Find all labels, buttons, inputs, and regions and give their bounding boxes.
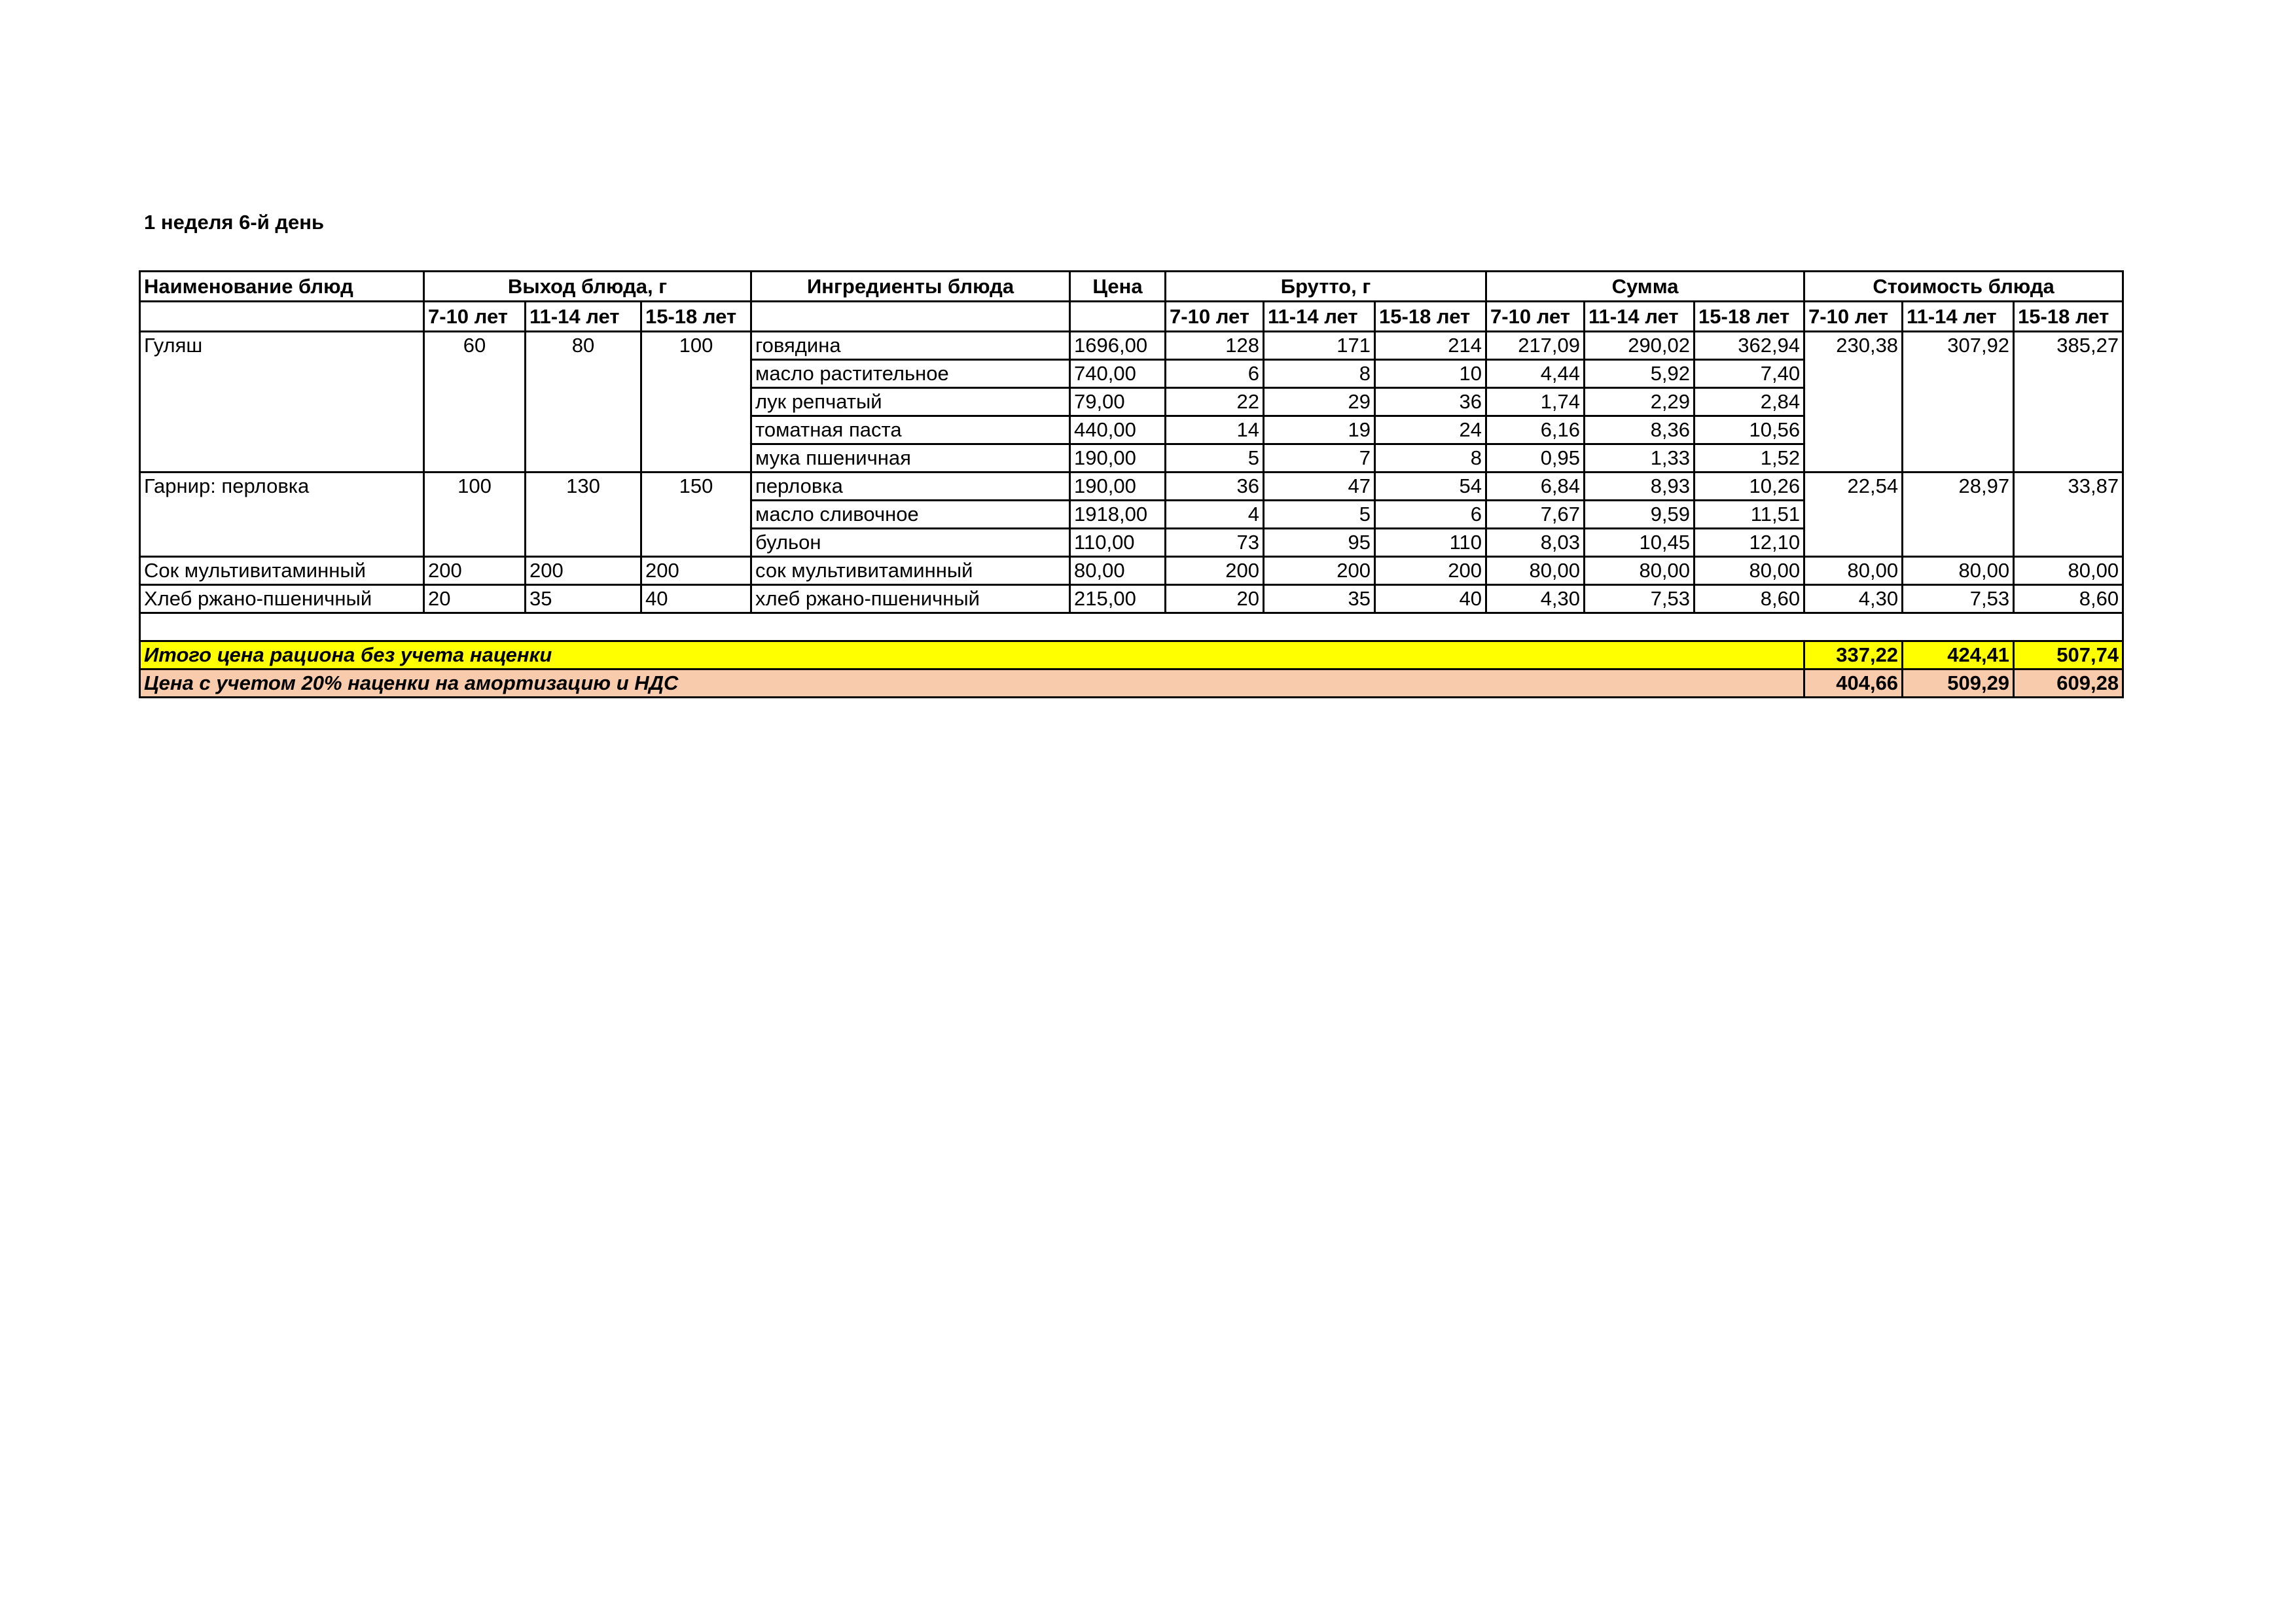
ingredient-sum-cell: 10,56 (1695, 416, 1804, 444)
header-price: Цена (1070, 272, 1166, 302)
ingredient-sum-cell: 80,00 (1695, 557, 1804, 585)
header-ingredients: Ингредиенты блюда (751, 272, 1070, 302)
ingredient-price-cell: 740,00 (1070, 360, 1166, 388)
dish-cost-cell: 22,54 (1804, 473, 1903, 557)
header-gross-age: 11-14 лет (1264, 302, 1375, 332)
ingredient-gross-cell: 6 (1375, 501, 1486, 529)
header-row-1 (140, 272, 2123, 302)
ingredient-gross-cell: 29 (1264, 388, 1375, 416)
ingredient-sum-cell: 2,84 (1695, 388, 1804, 416)
header-sum-age: 11-14 лет (1585, 302, 1695, 332)
dish-yield-cell: 20 (424, 585, 526, 613)
blank-row (140, 613, 2123, 641)
header-sum-age: 15-18 лет (1695, 302, 1804, 332)
ingredient-sum-cell: 80,00 (1585, 557, 1695, 585)
header-yield-age: 7-10 лет (424, 302, 526, 332)
ingredient-sum-cell: 8,93 (1585, 473, 1695, 501)
ingredient-gross-cell: 35 (1264, 585, 1375, 613)
menu-cost-table (139, 270, 2124, 698)
ingredient-gross-cell: 110 (1375, 529, 1486, 557)
ingredient-sum-cell: 1,52 (1695, 444, 1804, 473)
header-row-2 (140, 302, 2123, 332)
ingredient-gross-cell: 4 (1166, 501, 1264, 529)
header-cost: Стоимость блюда (1804, 272, 2123, 302)
dish-cost-cell: 4,30 (1804, 585, 1903, 613)
ingredient-sum-cell: 7,67 (1486, 501, 1585, 529)
ingredient-gross-cell: 36 (1166, 473, 1264, 501)
total-with-markup-value: 404,66 (1804, 669, 1903, 698)
ingredient-gross-cell: 5 (1166, 444, 1264, 473)
dish-yield-cell: 40 (641, 585, 751, 613)
ingredient-gross-cell: 200 (1166, 557, 1264, 585)
ingredient-sum-cell: 7,53 (1585, 585, 1695, 613)
header-empty-cell (751, 302, 1070, 332)
dish-cost-cell: 33,87 (2014, 473, 2123, 557)
table-row (140, 473, 2123, 501)
ingredient-gross-cell: 36 (1375, 388, 1486, 416)
header-cost-age: 7-10 лет (1804, 302, 1903, 332)
total-without-markup-value: 507,74 (2014, 641, 2123, 669)
ingredient-sum-cell: 10,45 (1585, 529, 1695, 557)
header-cost-age: 15-18 лет (2014, 302, 2123, 332)
ingredient-sum-cell: 11,51 (1695, 501, 1804, 529)
dish-yield-cell: 60 (424, 332, 526, 473)
ingredient-name-cell: сок мультивитаминный (751, 557, 1070, 585)
header-empty-cell (1070, 302, 1166, 332)
dish-cost-cell: 80,00 (1903, 557, 2014, 585)
ingredient-name-cell: масло растительное (751, 360, 1070, 388)
table-row (140, 585, 2123, 613)
total-without-markup-row (140, 641, 2123, 669)
ingredient-sum-cell: 217,09 (1486, 332, 1585, 360)
dish-name-cell: Хлеб ржано-пшеничный (140, 585, 424, 613)
ingredient-sum-cell: 0,95 (1486, 444, 1585, 473)
header-yield: Выход блюда, г (424, 272, 751, 302)
ingredient-sum-cell: 7,40 (1695, 360, 1804, 388)
ingredient-sum-cell: 9,59 (1585, 501, 1695, 529)
dish-yield-cell: 150 (641, 473, 751, 557)
ingredient-name-cell: перловка (751, 473, 1070, 501)
ingredient-gross-cell: 54 (1375, 473, 1486, 501)
dish-yield-cell: 200 (641, 557, 751, 585)
ingredient-name-cell: томатная паста (751, 416, 1070, 444)
ingredient-sum-cell: 6,16 (1486, 416, 1585, 444)
dish-cost-cell: 80,00 (1804, 557, 1903, 585)
ingredient-gross-cell: 8 (1264, 360, 1375, 388)
total-with-markup-label: Цена с учетом 20% наценки на амортизацию и НДС (140, 669, 1804, 698)
ingredient-sum-cell: 4,30 (1486, 585, 1585, 613)
dish-yield-cell: 80 (526, 332, 641, 473)
ingredient-gross-cell: 22 (1166, 388, 1264, 416)
ingredient-sum-cell: 1,33 (1585, 444, 1695, 473)
ingredient-gross-cell: 7 (1264, 444, 1375, 473)
dish-yield-cell: 100 (641, 332, 751, 473)
total-with-markup-value: 609,28 (2014, 669, 2123, 698)
ingredient-name-cell: хлеб ржано-пшеничный (751, 585, 1070, 613)
ingredient-name-cell: мука пшеничная (751, 444, 1070, 473)
ingredient-price-cell: 1918,00 (1070, 501, 1166, 529)
ingredient-gross-cell: 200 (1264, 557, 1375, 585)
dish-yield-cell: 100 (424, 473, 526, 557)
ingredient-gross-cell: 40 (1375, 585, 1486, 613)
ingredient-price-cell: 80,00 (1070, 557, 1166, 585)
ingredient-sum-cell: 8,03 (1486, 529, 1585, 557)
ingredient-gross-cell: 128 (1166, 332, 1264, 360)
ingredient-gross-cell: 8 (1375, 444, 1486, 473)
ingredient-sum-cell: 8,36 (1585, 416, 1695, 444)
ingredient-gross-cell: 47 (1264, 473, 1375, 501)
ingredient-sum-cell: 1,74 (1486, 388, 1585, 416)
ingredient-gross-cell: 6 (1166, 360, 1264, 388)
header-gross-age: 7-10 лет (1166, 302, 1264, 332)
header-yield-age: 15-18 лет (641, 302, 751, 332)
ingredient-gross-cell: 171 (1264, 332, 1375, 360)
ingredient-price-cell: 440,00 (1070, 416, 1166, 444)
dish-yield-cell: 35 (526, 585, 641, 613)
dish-name-cell: Гуляш (140, 332, 424, 473)
table-row (140, 557, 2123, 585)
ingredient-gross-cell: 24 (1375, 416, 1486, 444)
ingredient-gross-cell: 19 (1264, 416, 1375, 444)
ingredient-gross-cell: 214 (1375, 332, 1486, 360)
header-gross: Брутто, г (1166, 272, 1486, 302)
dish-cost-cell: 7,53 (1903, 585, 2014, 613)
table-row (140, 332, 2123, 360)
dish-cost-cell: 307,92 (1903, 332, 2014, 473)
page-title: 1 неделя 6-й день (144, 211, 325, 234)
ingredient-sum-cell: 5,92 (1585, 360, 1695, 388)
ingredient-price-cell: 190,00 (1070, 473, 1166, 501)
total-without-markup-value: 337,22 (1804, 641, 1903, 669)
ingredient-name-cell: бульон (751, 529, 1070, 557)
ingredient-sum-cell: 10,26 (1695, 473, 1804, 501)
dish-yield-cell: 200 (526, 557, 641, 585)
ingredient-sum-cell: 6,84 (1486, 473, 1585, 501)
ingredient-gross-cell: 14 (1166, 416, 1264, 444)
dish-cost-cell: 8,60 (2014, 585, 2123, 613)
total-without-markup-value: 424,41 (1903, 641, 2014, 669)
ingredient-sum-cell: 80,00 (1486, 557, 1585, 585)
ingredient-price-cell: 1696,00 (1070, 332, 1166, 360)
ingredient-sum-cell: 290,02 (1585, 332, 1695, 360)
ingredient-name-cell: говядина (751, 332, 1070, 360)
ingredient-gross-cell: 200 (1375, 557, 1486, 585)
header-dish-name: Наименование блюд (140, 272, 424, 302)
dish-name-cell: Сок мультивитаминный (140, 557, 424, 585)
total-with-markup-value: 509,29 (1903, 669, 2014, 698)
ingredient-sum-cell: 8,60 (1695, 585, 1804, 613)
ingredient-gross-cell: 20 (1166, 585, 1264, 613)
ingredient-price-cell: 215,00 (1070, 585, 1166, 613)
header-gross-age: 15-18 лет (1375, 302, 1486, 332)
dish-cost-cell: 385,27 (2014, 332, 2123, 473)
header-sum: Сумма (1486, 272, 1804, 302)
dish-cost-cell: 28,97 (1903, 473, 2014, 557)
header-sum-age: 7-10 лет (1486, 302, 1585, 332)
dish-cost-cell: 230,38 (1804, 332, 1903, 473)
header-cost-age: 11-14 лет (1903, 302, 2014, 332)
header-yield-age: 11-14 лет (526, 302, 641, 332)
blank-cell (140, 613, 2123, 641)
ingredient-sum-cell: 12,10 (1695, 529, 1804, 557)
total-without-markup-label: Итого цена рациона без учета наценки (140, 641, 1804, 669)
dish-cost-cell: 80,00 (2014, 557, 2123, 585)
ingredient-sum-cell: 362,94 (1695, 332, 1804, 360)
ingredient-gross-cell: 95 (1264, 529, 1375, 557)
dish-yield-cell: 200 (424, 557, 526, 585)
ingredient-price-cell: 79,00 (1070, 388, 1166, 416)
total-with-markup-row (140, 669, 2123, 698)
ingredient-sum-cell: 4,44 (1486, 360, 1585, 388)
ingredient-sum-cell: 2,29 (1585, 388, 1695, 416)
header-empty-cell (140, 302, 424, 332)
dish-yield-cell: 130 (526, 473, 641, 557)
ingredient-gross-cell: 73 (1166, 529, 1264, 557)
ingredient-name-cell: масло сливочное (751, 501, 1070, 529)
ingredient-price-cell: 190,00 (1070, 444, 1166, 473)
dish-name-cell: Гарнир: перловка (140, 473, 424, 557)
ingredient-gross-cell: 5 (1264, 501, 1375, 529)
ingredient-gross-cell: 10 (1375, 360, 1486, 388)
ingredient-name-cell: лук репчатый (751, 388, 1070, 416)
ingredient-price-cell: 110,00 (1070, 529, 1166, 557)
